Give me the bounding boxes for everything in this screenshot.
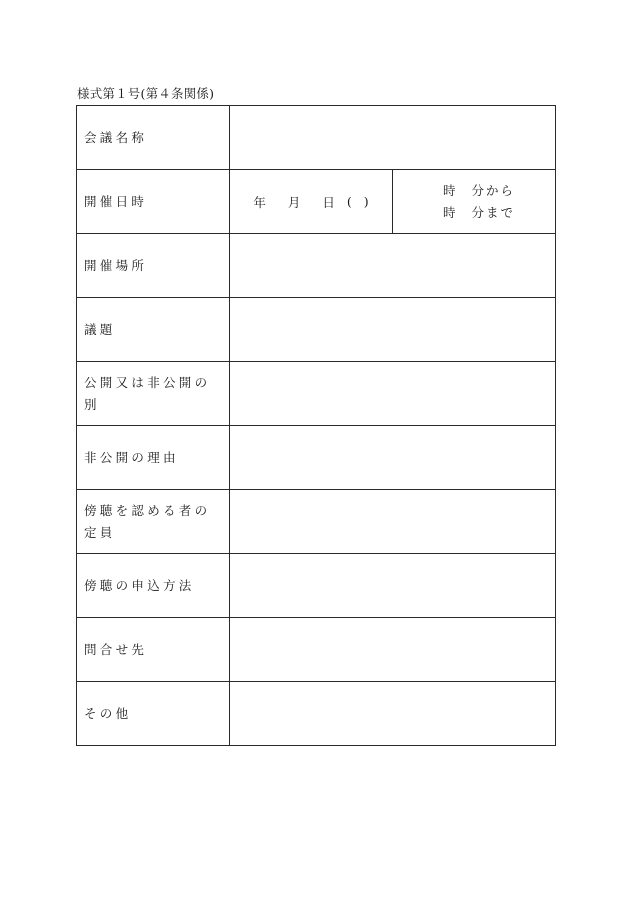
row-audience-capacity <box>77 490 556 554</box>
start-hour-label: 時 <box>443 182 458 198</box>
meeting-notice-form-table <box>76 105 556 746</box>
date-field[interactable] <box>230 170 393 234</box>
other-field[interactable] <box>230 682 556 746</box>
date-line <box>230 193 392 211</box>
row-meeting-name <box>77 106 556 170</box>
row-meeting-datetime <box>77 170 556 234</box>
day-label: 日 <box>322 194 335 210</box>
label-closed-reason: 非公開の理由 <box>84 449 179 465</box>
label-other: その他 <box>84 705 132 721</box>
weekday-open-paren: ( <box>346 194 352 209</box>
label-cell <box>77 682 230 746</box>
meeting-name-field[interactable] <box>230 106 556 170</box>
audience-capacity-field[interactable] <box>230 490 556 554</box>
label-cell <box>77 618 230 682</box>
venue-field[interactable] <box>230 234 556 298</box>
label-cell <box>77 554 230 618</box>
label-meeting-datetime: 開催日時 <box>84 193 148 209</box>
row-venue <box>77 234 556 298</box>
label-cell <box>77 106 230 170</box>
label-cell <box>77 362 230 426</box>
end-time-line <box>443 202 555 224</box>
row-public-status <box>77 362 556 426</box>
start-minute-label: 分から <box>471 182 516 198</box>
closed-reason-field[interactable] <box>230 426 556 490</box>
label-agenda: 議題 <box>84 321 116 337</box>
start-time-line <box>443 180 555 202</box>
label-public-status: 公開又は非公開の別 <box>84 374 211 412</box>
label-cell <box>77 234 230 298</box>
label-application-method: 傍聴の申込方法 <box>84 577 195 593</box>
application-method-field[interactable] <box>230 554 556 618</box>
row-contact <box>77 618 556 682</box>
label-cell <box>77 170 230 234</box>
label-venue: 開催場所 <box>84 257 148 273</box>
weekday-close-paren: ) <box>363 194 369 209</box>
contact-field[interactable] <box>230 618 556 682</box>
form-number-title: 様式第１号(第４条関係) <box>77 86 215 101</box>
row-other <box>77 682 556 746</box>
year-label: 年 <box>253 194 266 210</box>
end-hour-label: 時 <box>443 204 458 220</box>
label-cell <box>77 298 230 362</box>
month-label: 月 <box>287 194 301 210</box>
label-cell <box>77 426 230 490</box>
time-field[interactable] <box>393 170 556 234</box>
row-closed-reason <box>77 426 556 490</box>
row-agenda <box>77 298 556 362</box>
row-application-method <box>77 554 556 618</box>
label-cell <box>77 490 230 554</box>
agenda-field[interactable] <box>230 298 556 362</box>
public-status-field[interactable] <box>230 362 556 426</box>
label-audience-capacity: 傍聴を認める者の定員 <box>84 502 211 540</box>
label-meeting-name: 会議名称 <box>84 129 148 145</box>
end-minute-label: 分まで <box>471 204 516 220</box>
label-contact: 問合せ先 <box>84 641 148 657</box>
